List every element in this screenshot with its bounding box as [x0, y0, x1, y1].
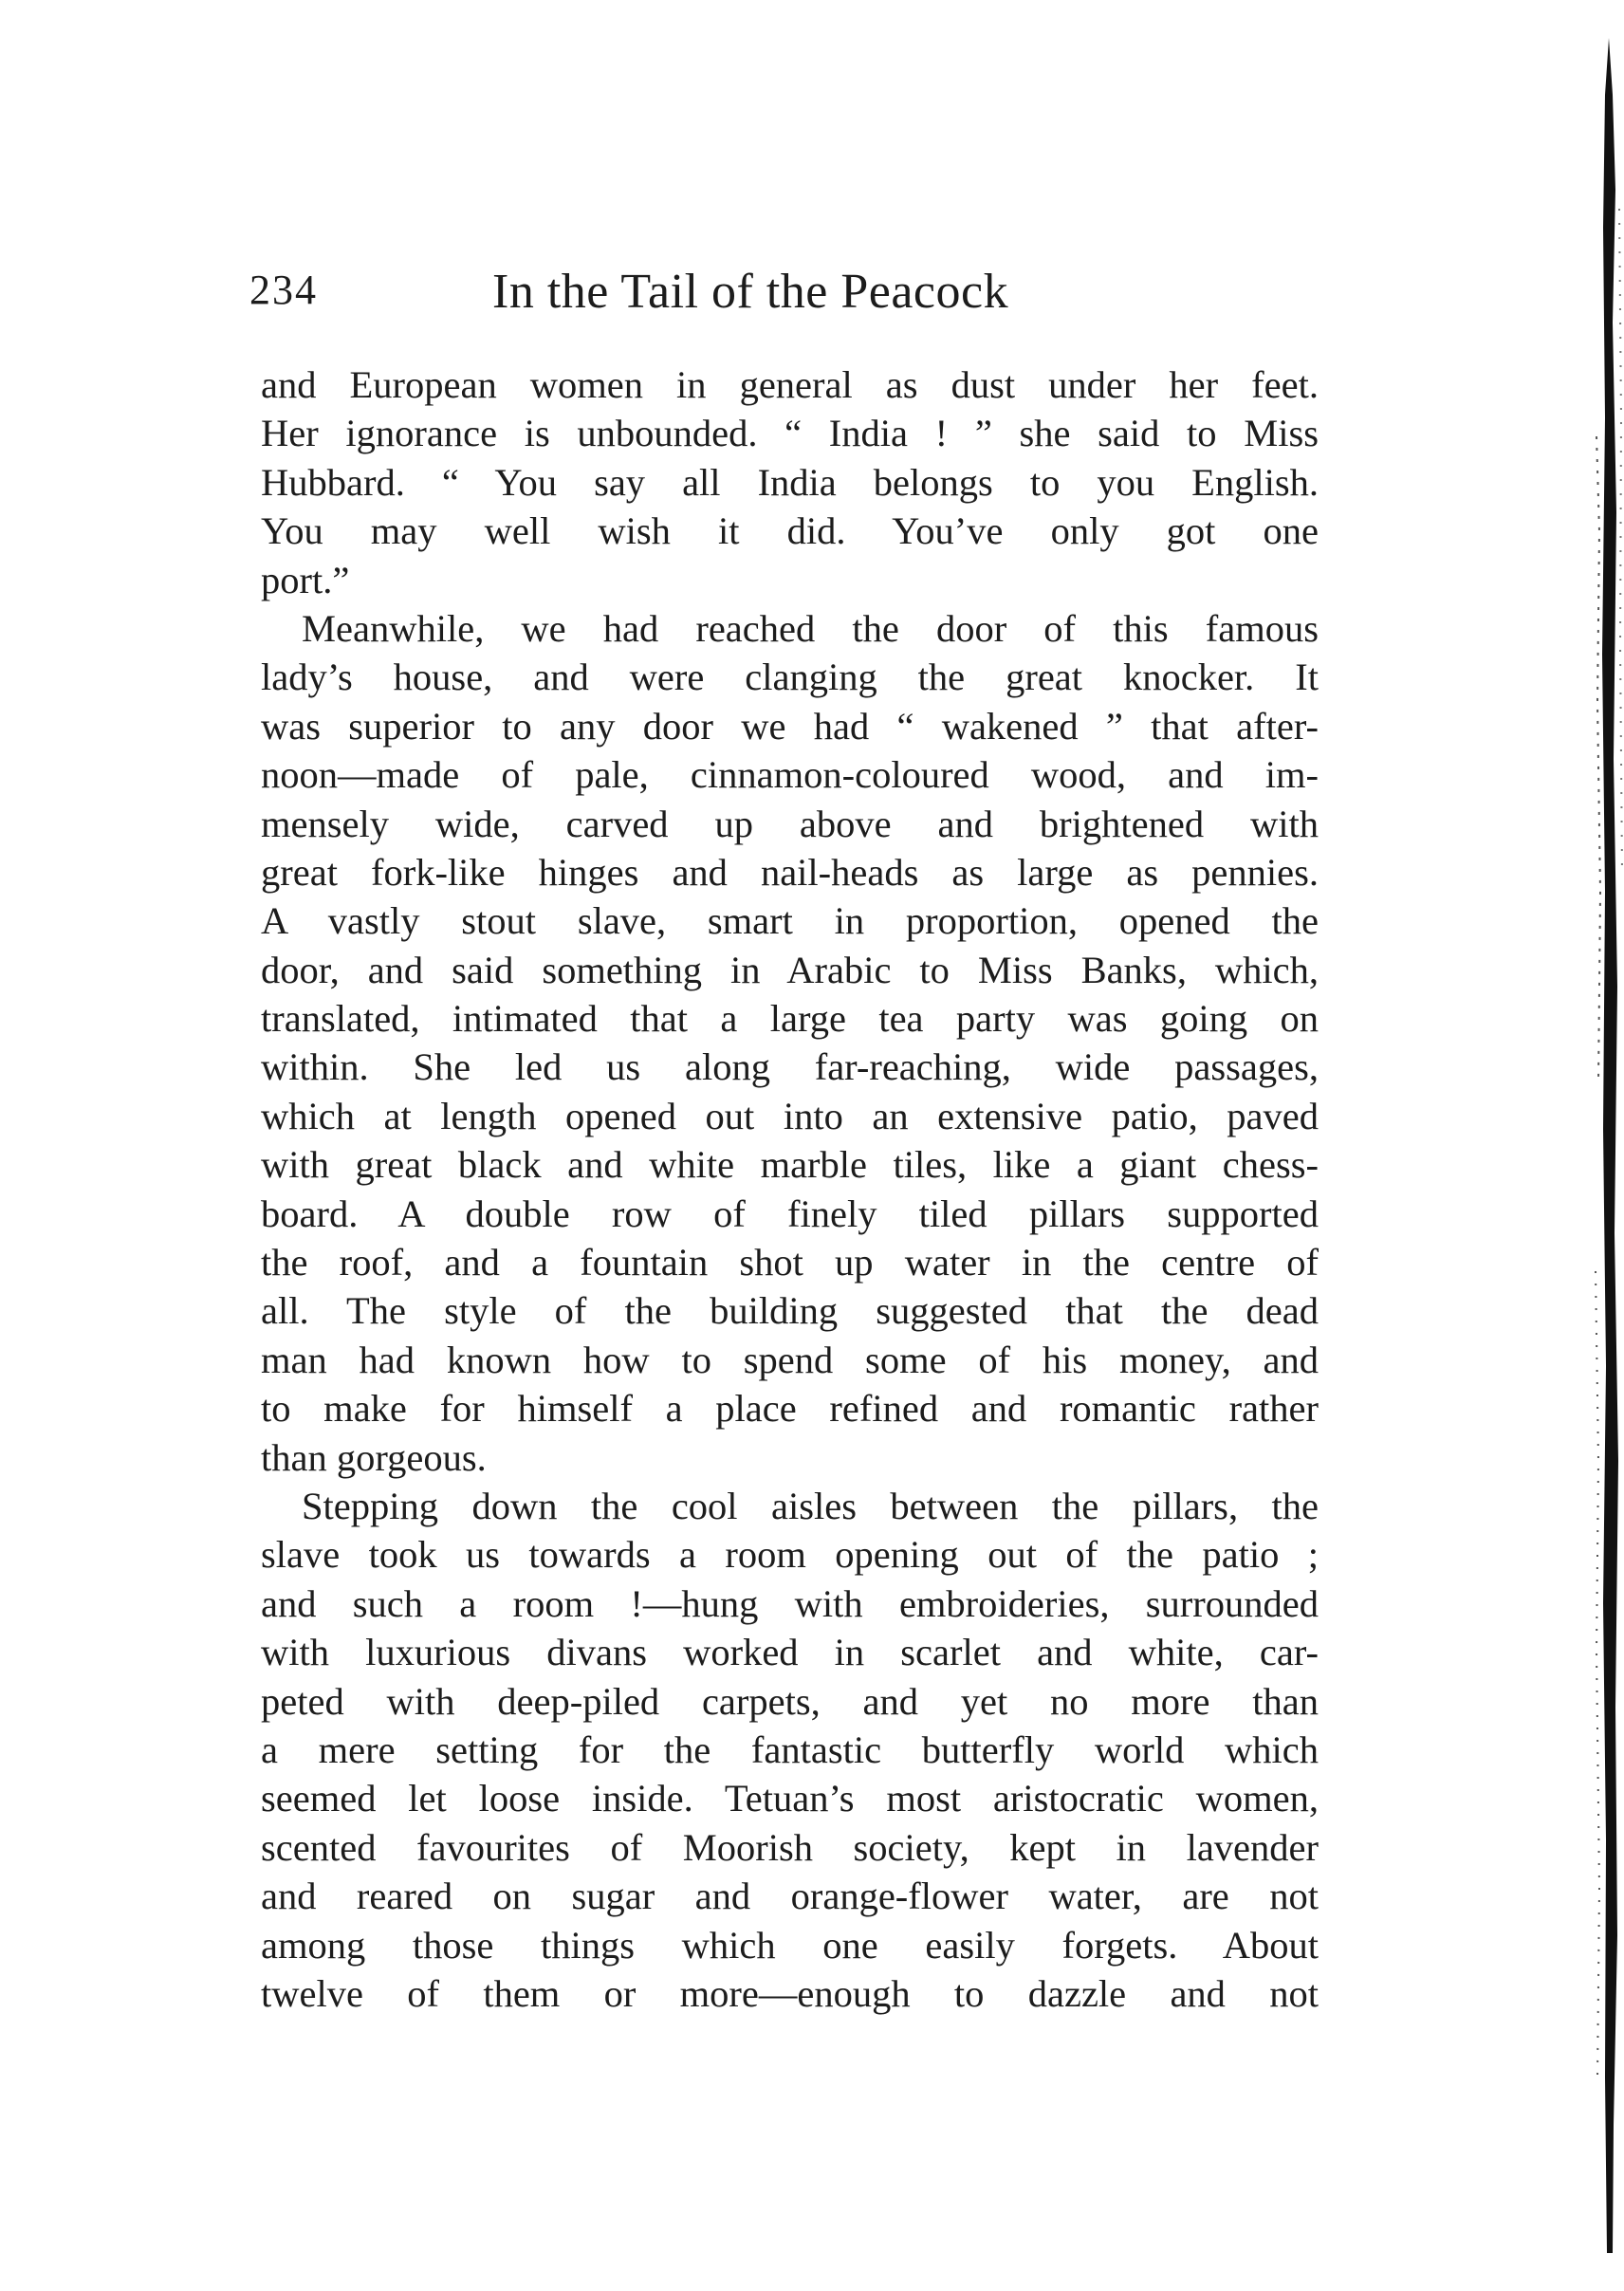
text-line: You may well wish it did. You’ve only got one — [261, 509, 1319, 553]
text-line: Hubbard. “ You say all India belongs to you English. — [261, 460, 1319, 504]
text-line: Meanwhile, we had reached the door of this famous — [302, 606, 1319, 650]
text-line: twelve of them or more—enough to dazzle and not — [261, 1971, 1319, 2015]
text-line: mensely wide, carved up above and brightened with — [261, 802, 1319, 845]
text-line: great fork-like hinges and nail-heads as large as pennies. — [261, 850, 1319, 894]
text-line: and European women in general as dust under her feet. — [261, 363, 1319, 406]
running-head — [249, 264, 1321, 324]
text-line: noon—made of pale, cinnamon-coloured wood, and im- — [261, 753, 1319, 797]
text-line: translated, intimated that a large tea party was going on — [261, 997, 1319, 1041]
text-line: peted with deep-piled carpets, and yet no more than — [261, 1679, 1319, 1723]
text-line: slave took us towards a room opening out of the patio ; — [261, 1533, 1319, 1577]
text-line: Her ignorance is unbounded. “ India ! ” she said to Miss — [261, 412, 1319, 455]
text-line: which at length opened out into an extensive patio, paved — [261, 1094, 1319, 1137]
text-line: door, and said something in Arabic to Miss Banks, which, — [261, 948, 1319, 991]
text-line: port.” — [261, 558, 350, 601]
text-line: scented favourites of Moorish society, kept in lavender — [261, 1825, 1319, 1869]
text-line: a mere setting for the fantastic butterfly world which — [261, 1727, 1319, 1771]
text-line: seemed let loose inside. Tetuan’s most aristocratic women, — [261, 1777, 1319, 1820]
running-title: In the Tail of the Peacock — [492, 265, 1009, 319]
text-line: all. The style of the building suggested that the dead — [261, 1289, 1319, 1333]
text-line: man had known how to spend some of his money, and — [261, 1338, 1319, 1381]
text-line: within. She led us along far-reaching, wide passages, — [261, 1045, 1319, 1089]
body-text — [261, 360, 1319, 2018]
text-line: board. A double row of finely tiled pillars supported — [261, 1192, 1319, 1235]
binding-shadow-edge — [1590, 38, 1624, 2253]
text-line: lady’s house, and were clanging the great knocker. It — [261, 656, 1319, 699]
text-line: among those things which one easily forgets. About — [261, 1923, 1319, 1967]
text-line: Stepping down the cool aisles between the pillars, the — [302, 1484, 1319, 1527]
text-line: with luxurious divans worked in scarlet and white, car- — [261, 1631, 1319, 1674]
text-line: was superior to any door we had “ wakened ” that after- — [261, 704, 1319, 748]
text-line: the roof, and a fountain shot up water in the centre of — [261, 1241, 1319, 1284]
text-line: and such a room !—hung with embroideries, surrounded — [261, 1581, 1319, 1625]
page-number: 234 — [249, 267, 318, 313]
text-line: to make for himself a place refined and romantic rather — [261, 1387, 1319, 1431]
text-line: A vastly stout slave, smart in proportion, opened the — [261, 899, 1319, 943]
text-line: and reared on sugar and orange-flower water, are not — [261, 1875, 1319, 1918]
text-line: with great black and white marble tiles, like a giant chess- — [261, 1143, 1319, 1187]
text-line: than gorgeous. — [261, 1435, 487, 1479]
